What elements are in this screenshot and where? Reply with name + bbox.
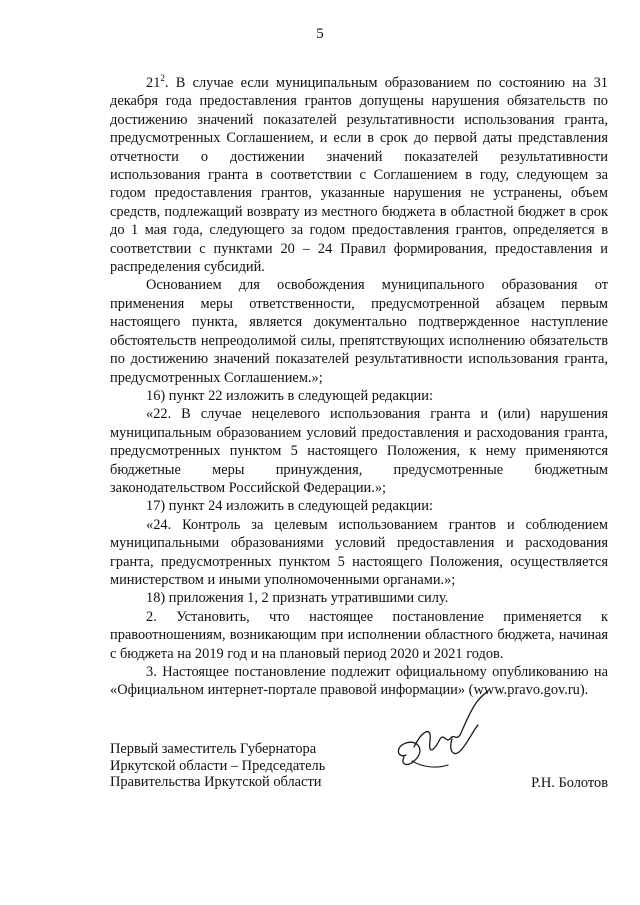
paragraph-item-17: 17) пункт 24 изложить в следующей редакции: xyxy=(146,498,433,515)
paragraph-3: 3. Настоящее постановление подлежит официальному опубликованию на «Официальном интернет-портале правовой информации» (www.pravo.gov.ru). xyxy=(110,664,608,699)
signer-title: Первый заместитель Губернатора Иркутской области – Председатель Правительства Иркутской области xyxy=(110,741,326,791)
paragraph-22: «22. В случае нецелевого использования гранта и (или) нарушения муниципальным образованием условий предоставления и расходования гранта, предусмотренных пунктом 5 настоящего Положения, к нему применяются бюджетные меры принуждения, предусмотренные бюджетным законодательством Российской Федерации.»; xyxy=(110,406,608,496)
paragraph-24: «24. Контроль за целевым использованием грантов и соблюдением муниципальными образованиями условий предоставления и расходования гранта, предусмотренных пунктом 5 настоящего Положения, осуществляется министерством и иными уполномоченными органами.»; xyxy=(110,516,608,588)
paragraph-2: 2. Установить, что настоящее постановление применяется к правоотношениям, возникающим при исполнении областного бюджета, начиная с бюджета на 2019 год и на плановый период 2020 и 2021 годов. xyxy=(110,608,608,662)
paragraph-item-18: 18) приложения 1, 2 признать утратившими силу. xyxy=(146,590,449,607)
paragraph-superscript: 2 xyxy=(160,73,165,84)
paragraph-number: 21 xyxy=(146,75,161,91)
paragraph-text: . В случае если муниципальным образованием по состоянию на 31 декабря года предоставления грантов допущены нарушения обязательств по достижению значений показателей результативности использования гранта, предусмотренных Соглашением, и если в срок до первой даты представления отчетности о достижении значений показателей результативности использования гранта в соответствии с Соглашением в году, следующем за годом предоставления грантов, указанные нарушения не устранены, объем средств, подлежащий возврату из местного бюджета в областной бюджет в срок до 1 мая года, следующего за годом предоставления грантов, определяется в соответствии с пунктами 20 – 24 Правил формирования, предоставления и распределения субсидий. xyxy=(110,75,608,276)
handwritten-signature xyxy=(392,685,502,785)
document-body xyxy=(110,74,608,700)
paragraph-basis: Основанием для освобождения муниципального образования от применения меры ответственности, предусмотренной абзацем первым настоящего пункта, является документально подтвержденное наступление обстоятельств непреодолимой силы, препятствующих исполнению обязательств по достижению значений показателей результативности использования гранта, предусмотренных Соглашением.»; xyxy=(110,277,608,386)
signer-name: Р.Н. Болотов xyxy=(531,775,608,791)
paragraph-21-2 xyxy=(110,74,608,276)
paragraph-item-16: 16) пункт 22 изложить в следующей редакции: xyxy=(146,387,433,404)
page-number: 5 xyxy=(316,26,324,42)
